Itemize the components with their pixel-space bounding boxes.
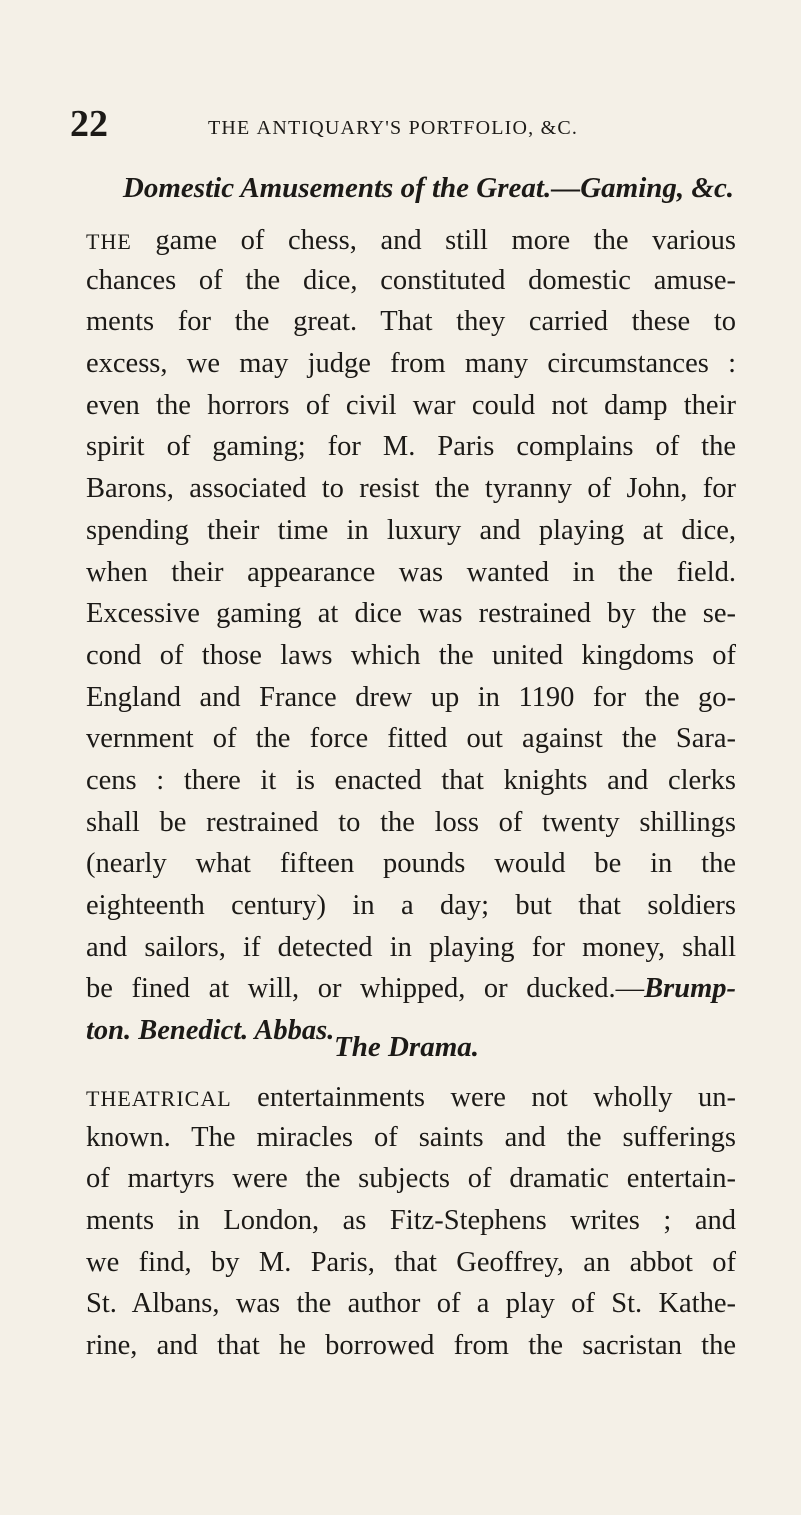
text-line: known. The miracles of saints and the sufferings	[86, 1121, 736, 1153]
text-line: rine, and that he borrowed from the sacristan the	[86, 1330, 736, 1362]
running-head	[70, 104, 730, 144]
page-number: 22	[70, 103, 108, 145]
text-line: vernment of the force fitted out against the Sara-	[86, 723, 736, 755]
text-line: when their appearance was wanted in the field.	[86, 556, 736, 588]
paragraph-drama	[86, 1075, 736, 1367]
text-line: excess, we may judge from many circumstances :	[86, 348, 736, 380]
lead-word: Theatrical	[86, 1078, 232, 1113]
lead-word: The	[86, 221, 132, 256]
text-line: Barons, associated to resist the tyranny of John, for	[86, 473, 736, 505]
text-line: shall be restrained to the loss of twenty shillings	[86, 806, 736, 838]
text-line: spending their time in luxury and playing at dice,	[86, 514, 736, 546]
text-line: England and France drew up in 1190 for the go-	[86, 681, 736, 713]
text-line: ments for the great. That they carried these to	[86, 306, 736, 338]
text-line: even the horrors of civil war could not damp their	[86, 389, 736, 421]
text-line: cens : there it is enacted that knights and clerks	[86, 764, 736, 796]
text-line: spirit of gaming; for M. Paris complains of the	[86, 431, 736, 463]
text-line: be fined at will, or whipped, or ducked.—Brump-	[86, 973, 736, 1005]
text-line: Excessive gaming at dice was restrained by the se-	[86, 598, 736, 630]
text-line: (nearly what fifteen pounds would be in the	[86, 848, 736, 880]
text-line: The game of chess, and still more the various	[86, 221, 736, 256]
text-line: and sailors, if detected in playing for money, shall	[86, 931, 736, 963]
text-line: of martyrs were the subjects of dramatic entertain-	[86, 1163, 736, 1195]
text-line: ments in London, as Fitz-Stephens writes ; and	[86, 1205, 736, 1237]
text-line: eighteenth century) in a day; but that soldiers	[86, 890, 736, 921]
text-line: chances of the dice, constituted domestic amuse-	[86, 264, 736, 296]
section-heading-gaming: Domestic Amusements of the Great.—Gaming, &c.	[122, 172, 735, 204]
paragraph-gaming	[86, 218, 736, 1052]
text-line: cond of those laws which the united kingdoms of	[86, 639, 736, 671]
citation: ton. Benedict. Abbas.	[86, 1015, 335, 1047]
running-title: the antiquary's portfolio, &c.	[208, 109, 579, 141]
citation: Brump-	[644, 973, 736, 1005]
text-line: St. Albans, was the author of a play of St. Kathe-	[86, 1288, 736, 1320]
section-heading-drama: The Drama.	[334, 1031, 479, 1063]
text-line: we find, by M. Paris, that Geoffrey, an abbot of	[86, 1246, 736, 1278]
text-line: Theatrical entertainments were not wholly un-	[86, 1078, 736, 1113]
